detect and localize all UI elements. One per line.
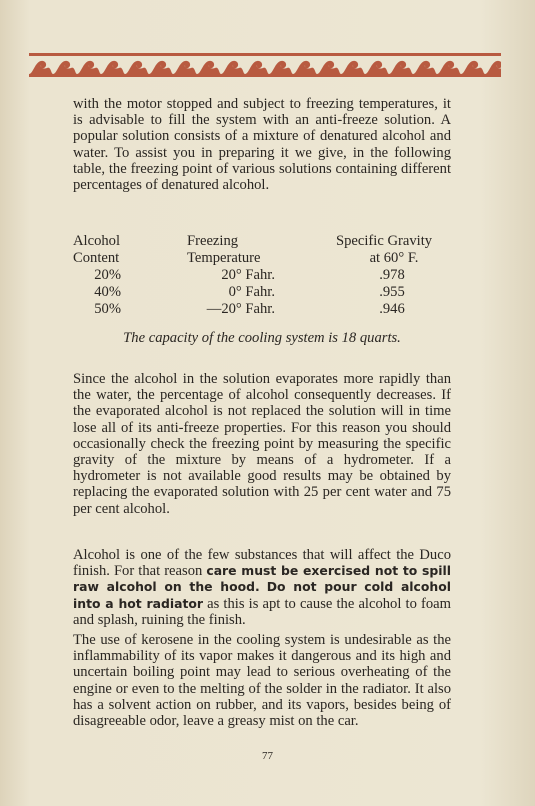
wave-pattern-icon bbox=[29, 53, 501, 77]
duco-warning-1: care must be exercised not to spill raw alcohol on the hood. bbox=[73, 563, 451, 595]
cell-freezing-temp: —20° Fahr. bbox=[206, 301, 275, 317]
kerosene-paragraph: The use of kerosene in the cooling system is undesirable as the inflammability of its vapor makes it dangerous and its high and uncertain boiling point may lead to serious overheating of the engine or even to the melting of the solder in the radiator. It also has a solvent action on rubber, and its vapors, besides being of disagreeable odor, leave a greasy mist on the car. bbox=[73, 632, 451, 730]
table-row bbox=[73, 267, 463, 284]
table-caption: The capacity of the cooling system is 18 quarts. bbox=[123, 330, 401, 346]
decorative-wave-border bbox=[29, 53, 501, 77]
cell-specific-gravity: .955 bbox=[379, 284, 405, 300]
header-specific-gravity: Specific Gravity bbox=[336, 233, 433, 249]
intro-paragraph: with the motor stopped and subject to freezing temperatures, it is advisable to fill the system with an anti-freeze solution. A popular solution consists of a mixture of denatured alcohol and water. To assist you in preparing it we give, in the following table, the freezing point of various solutions containing different percentages of denatured alcohol. bbox=[73, 96, 451, 194]
cell-alcohol-content: 40% bbox=[94, 284, 121, 300]
header-at-60f: at 60° F. bbox=[369, 250, 419, 266]
header-content: Content bbox=[73, 250, 120, 266]
table-row bbox=[73, 301, 463, 318]
cell-specific-gravity: .946 bbox=[379, 301, 405, 317]
header-temperature: Temperature bbox=[187, 250, 261, 266]
header-freezing: Freezing bbox=[187, 233, 239, 249]
table-row bbox=[73, 284, 463, 301]
duco-warning-2: Do not pour cold alcohol into a hot radiator bbox=[73, 579, 451, 611]
table-header-row bbox=[73, 250, 463, 267]
duco-text-b bbox=[260, 579, 267, 595]
cell-alcohol-content: 50% bbox=[94, 301, 121, 317]
cell-specific-gravity: .978 bbox=[379, 267, 405, 283]
duco-finish-paragraph bbox=[73, 547, 451, 628]
duco-text-a: Alcohol is one of the few substances that will affect the Duco finish. For that reason bbox=[73, 547, 451, 580]
evaporation-paragraph: Since the alcohol in the solution evaporates more rapidly than the water, the percentage of alcohol consequently decreases. If the evaporated alcohol is not replaced the solution will in time lose all of its anti-freeze properties. For this reason you should occasionally check the freezing point by measuring the specific gravity of the mixture by means of a hydrometer. If a hydrometer is not available good results may be obtained by replacing the evaporated solution with 25 per cent water and 75 per cent alcohol. bbox=[73, 371, 451, 517]
header-alcohol: Alcohol bbox=[73, 233, 121, 249]
freezing-point-table bbox=[73, 233, 463, 318]
cell-alcohol-content: 20% bbox=[94, 267, 121, 283]
page-number: 77 bbox=[262, 750, 273, 762]
cell-freezing-temp: 0° Fahr. bbox=[228, 284, 275, 300]
table-header-row bbox=[73, 233, 463, 250]
cell-freezing-temp: 20° Fahr. bbox=[221, 267, 275, 283]
duco-text-c: as this is apt to cause the alcohol to foam and splash, ruining the finish. bbox=[73, 595, 452, 628]
